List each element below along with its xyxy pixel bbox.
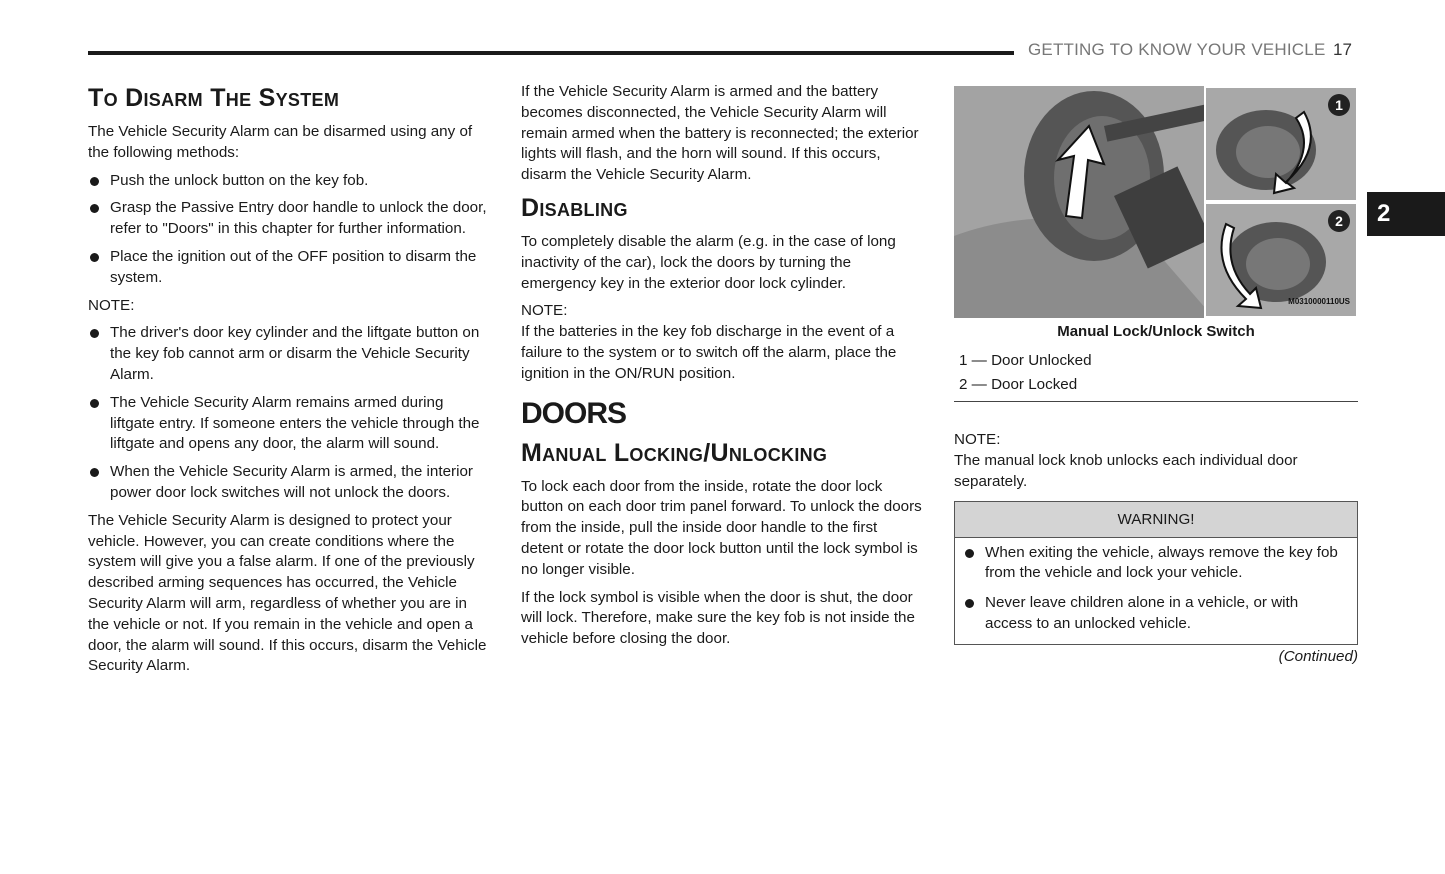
chapter-tab: 2 bbox=[1367, 192, 1445, 236]
note-label: NOTE: bbox=[88, 296, 135, 314]
section-heading-manual-locking: Manual Locking/Unlocking bbox=[521, 438, 828, 467]
list-item: Grasp the Passive Entry door handle to unlock the door, refer to "Doors" in this chapter for further information. bbox=[88, 198, 492, 240]
header-rule bbox=[88, 51, 1014, 55]
disarm-methods-list bbox=[88, 171, 492, 289]
figure-legend bbox=[954, 351, 1358, 403]
figure-code: M0310000110US bbox=[1288, 297, 1350, 307]
note-paragraph: The manual lock knob unlocks each individual door separately. bbox=[954, 452, 1298, 490]
manual-locking-paragraph-2: If the lock symbol is visible when the door is shut, the door will lock. Therefore, make sure the key fob is not inside the vehicle before closing the door. bbox=[521, 588, 915, 648]
note-label: NOTE: bbox=[954, 431, 1001, 449]
list-item: When the Vehicle Security Alarm is armed, the interior power door lock switches will not unlock the doors. bbox=[88, 462, 492, 504]
note-label: NOTE: bbox=[521, 302, 568, 320]
lock-switch-figure bbox=[954, 86, 1358, 318]
legend-item: 1 — Door Unlocked bbox=[959, 351, 1092, 369]
column-middle bbox=[521, 82, 923, 657]
section-heading-disabling: Disabling bbox=[521, 193, 628, 222]
disarm-notes-list bbox=[88, 323, 492, 503]
warning-list bbox=[955, 538, 1357, 635]
battery-paragraph: If the Vehicle Security Alarm is armed and the battery becomes disconnected, the Vehicle Security Alarm will remain armed when the battery is reconnected; the exterior lights will flash, and the horn will sound. If this occurs, disarm the Vehicle Security Alarm. bbox=[521, 83, 919, 184]
page-number: 17 bbox=[1333, 40, 1352, 59]
warning-title: WARNING! bbox=[955, 502, 1357, 538]
inset-locked bbox=[1204, 202, 1358, 318]
figure-caption: Manual Lock/Unlock Switch bbox=[1057, 323, 1255, 340]
disabling-paragraph: To completely disable the alarm (e.g. in the case of long inactivity of the car), lock the doors by turning the emergency key in the exterior door lock cylinder. bbox=[521, 232, 896, 292]
warning-box bbox=[954, 501, 1358, 645]
list-item: Push the unlock button on the key fob. bbox=[88, 171, 492, 192]
list-item: Place the ignition out of the OFF position to disarm the system. bbox=[88, 247, 492, 289]
note-paragraph: If the batteries in the key fob discharge in the event of a failure to the system or to switch off the alarm, place the ignition in the ON/RUN position. bbox=[521, 323, 897, 382]
section-heading-doors: DOORS bbox=[521, 396, 627, 430]
disarm-intro: The Vehicle Security Alarm can be disarmed using any of the following methods: bbox=[88, 123, 473, 161]
running-header: GETTING TO KNOW YOUR VEHICLE bbox=[1028, 40, 1326, 59]
continued-label: (Continued) bbox=[1278, 647, 1358, 665]
legend-item: 2 — Door Locked bbox=[959, 375, 1078, 393]
callout-1: 1 bbox=[1328, 94, 1350, 116]
manual-locking-paragraph-1: To lock each door from the inside, rotate the door lock button on each door trim panel forward. To unlock the doors from the inside, pull the inside door handle to the first detent or rotate the door lock button until the lock symbol is no longer visible. bbox=[521, 477, 922, 578]
column-left bbox=[88, 84, 492, 684]
list-item: When exiting the vehicle, always remove the key fob from the vehicle and lock your vehicle. bbox=[963, 543, 1349, 585]
false-alarm-paragraph: The Vehicle Security Alarm is designed to protect your vehicle. However, you can create conditions where the system will give you a false alarm. If one of the previously described arming sequences has occurred, the Vehicle Security Alarm will arm, regardless of whether you are in the vehicle or not. If you remain in the vehicle and open a door, the alarm will sound. If this occurs, disarm the Vehicle Security Alarm. bbox=[88, 511, 487, 675]
list-item: The Vehicle Security Alarm remains armed during liftgate entry. If someone enters the vehicle through the liftgate and opens any door, the alarm will sound. bbox=[88, 393, 492, 455]
list-item: Never leave children alone in a vehicle, or with access to an unlocked vehicle. bbox=[963, 593, 1349, 635]
column-right bbox=[954, 86, 1358, 668]
inset-unlocked bbox=[1204, 86, 1358, 202]
list-item: The driver's door key cylinder and the liftgate button on the key fob cannot arm or disarm the Vehicle Security Alarm. bbox=[88, 323, 492, 385]
callout-2: 2 bbox=[1328, 210, 1350, 232]
section-heading-disarm: To Disarm The System bbox=[88, 84, 340, 112]
